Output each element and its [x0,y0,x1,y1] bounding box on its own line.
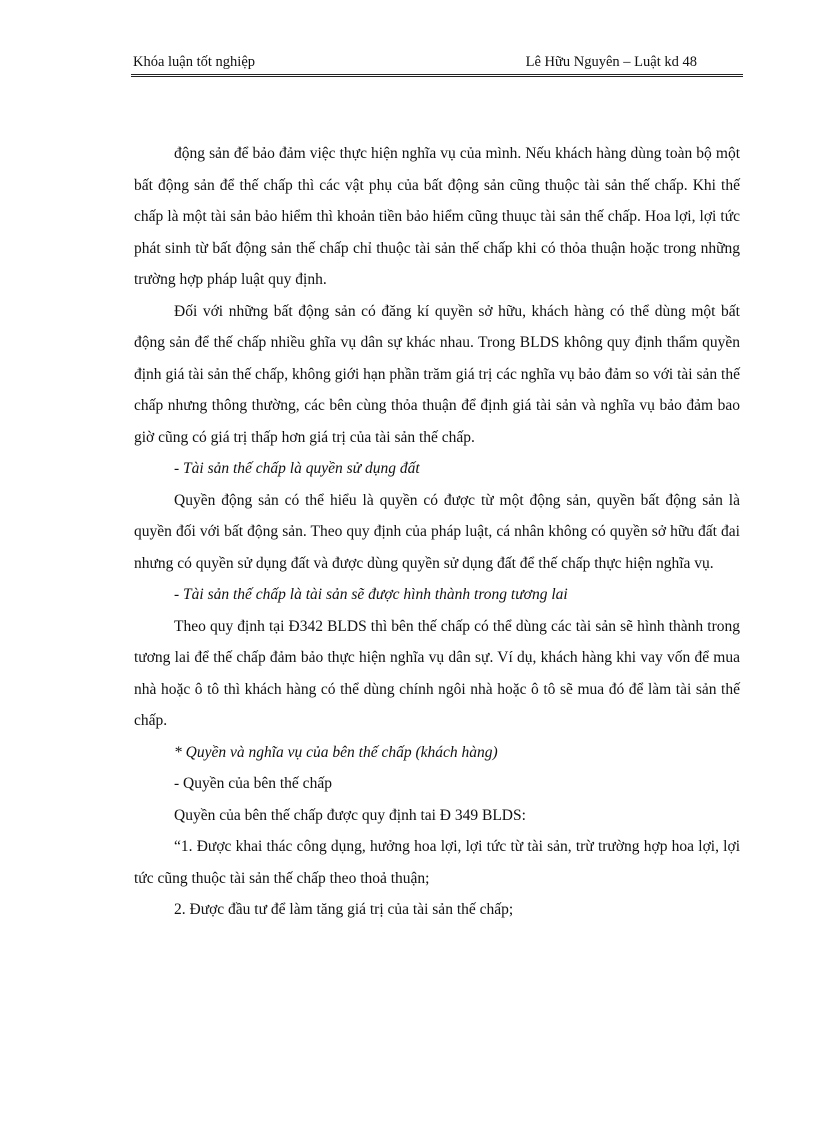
paragraph-property-rights: Quyền động sản có thể hiểu là quyền có được từ một động sản, quyền bất động sản là quyền đối với bất động sản. Theo quy định của pháp luật, cá nhân không có quyền sở hữu đất đai nhưng có quyền sử dụng đất và được dùng quyền sử dụng đất để thế chấp thực hiện nghĩa vụ. [134,491,740,572]
paragraph-continuation: động sản để bảo đảm việc thực hiện nghĩa vụ của mình. Nếu khách hàng dùng toàn bộ một bất động sản để thế chấp thì các vật phụ của bất động sản cũng thuộc tài sản thế chấp. Khi thế chấp là một tài sản bảo hiểm thì khoản tiền bảo hiểm cũng thuục tài sản thế chấp. Hoa lợi, lợi tức phát sinh từ bất động sản thế chấp chỉ thuộc tài sản thế chấp khi có thỏa thuận hoặc trong những trường hợp pháp luật quy định. [134,145,740,288]
paragraph-mortgage-rights: Đối với những bất động sản có đăng kí quyền sở hữu, khách hàng có thể dùng một bất động sản để thế chấp nhiều ghĩa vụ dân sự khác nhau. Trong BLDS không quy định thẩm quyền định giá tài sản thế chấp, không giới hạn phần trăm giá trị các nghĩa vụ bảo đảm so với tài sản thế chấp nhưng thông thường, các bên cùng thỏa thuận để định giá tài sản và nghĩa vụ bảo đảm bao giờ cũng có giá trị thấp hơn giá trị của tài sản thế chấp. [134,302,740,446]
header-author: Lê Hữu Nguyên – Luật kd 48 [525,54,697,70]
document-body [134,138,740,926]
paragraph-future-assets: Theo quy định tại Đ342 BLDS thì bên thế chấp có thể dùng các tài sản sẽ hình thành trong tương lai để thế chấp đảm bảo thực hiện nghĩa vụ dân sự. Ví dụ, khách hàng khi vay vốn để mua nhà hoặc ô tô thì khách hàng có thể dùng chính ngôi nhà hoặc ô tô sẽ mua đó để làm tài sản thế chấp. [134,617,740,729]
header-title: Khóa luận tốt nghiệp [133,54,256,70]
page-header [131,54,743,77]
subheading-rights-obligations: * Quyền và nghĩa vụ của bên thế chấp (khách hàng) [174,743,498,761]
list-item-1: “1. Được khai thác công dụng, hưởng hoa lợi, lợi tức từ tài sản, trừ trường hợp hoa lợi, lợi tức cũng thuộc tài sản thế chấp theo thoả thuận; [134,838,740,887]
subheading-mortgagor-rights: - Quyền của bên thế chấp [174,775,332,792]
subheading-land-use-right: - Tài sản thế chấp là quyền sử dụng đất [174,460,420,477]
paragraph-legal-basis: Quyền của bên thế chấp được quy định tai Đ 349 BLDS: [174,806,526,824]
subheading-future-assets: - Tài sản thế chấp là tài sản sẽ được hình thành trong tương lai [174,586,568,603]
list-item-2: 2. Được đầu tư để làm tăng giá trị của tài sản thế chấp; [174,901,514,918]
